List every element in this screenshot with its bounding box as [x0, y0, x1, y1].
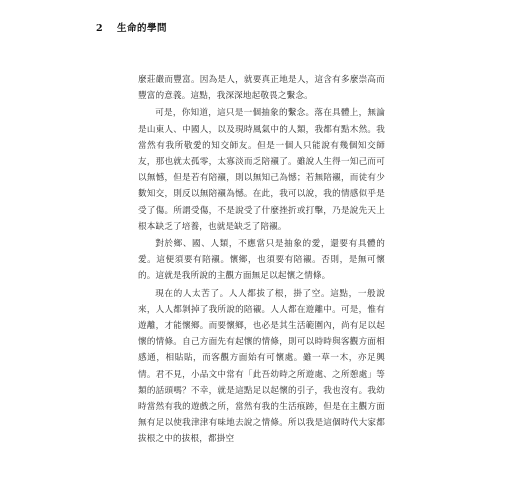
body-text	[138, 72, 385, 448]
paragraph-2: 可是，你知道，這只是一個抽象的繫念。落在具體上，無論是山東人、中國人，以及現時風氣中的人類，我都有點木然。我當然有我所敬愛的知交師友。但是一個人只能說有幾個知交師友，那也就太孤零，太寡淡而乏陪襯了。雖說人生得一知己而可以無憾，但是若有陪襯，則以無知己為憾；若無陪襯，而徒有少數知交，則反以無陪襯為憾。在此，我可以說，我的情感似乎是受了傷。所謂受傷，不是說受了什麼挫折或打擊，乃是說先天上根本缺乏了培養，也就是缺乏了陪襯。	[138, 108, 385, 232]
paragraph-3: 對於鄉、國、人類，不應當只是抽象的愛，還要有具體的愛。這便須要有陪襯。懷鄉，也須要有陪襯。否則，是無可懷的。這就是我所說的主觀方面無足以起懷之情條。	[138, 239, 385, 282]
paragraph-4: 現在的人太苦了。人人都拔了根，掛了空。這點，一般說來，人人都剝掉了我所說的陪襯。人人都在遊離中。可是，惟有遊離，才能懷鄉。而要懷鄉，也必是其生活範圍內，尚有足以起懷的情條。自己方面先有起懷的情條，則可以時時與客觀方面相感通，相貼貼，而客觀方面始有可懷處。雖一草一木，亦足興情。君不見，小品文中常有「此吾幼時之所遊處、之所憩處」等類的話頭嗎？不幸，就是這點足以起懷的引子，我也沒有。我幼時當然有我的遊戲之所，當然有我的生活痕跡，但是在主觀方面無有足以使我津津有味地去說之情條。所以我是這個時代大家都拔根之中的拔根，都掛空	[138, 288, 385, 445]
book-title: 生命的學問	[116, 23, 167, 34]
page-number: 2	[96, 23, 104, 34]
paragraph-1: 麼莊嚴而豐富。因為是人，就要真正地是人，這含有多麼崇高而豐富的意義。這點，我深深地起敬畏之繫念。	[138, 75, 385, 102]
running-header	[96, 20, 167, 34]
